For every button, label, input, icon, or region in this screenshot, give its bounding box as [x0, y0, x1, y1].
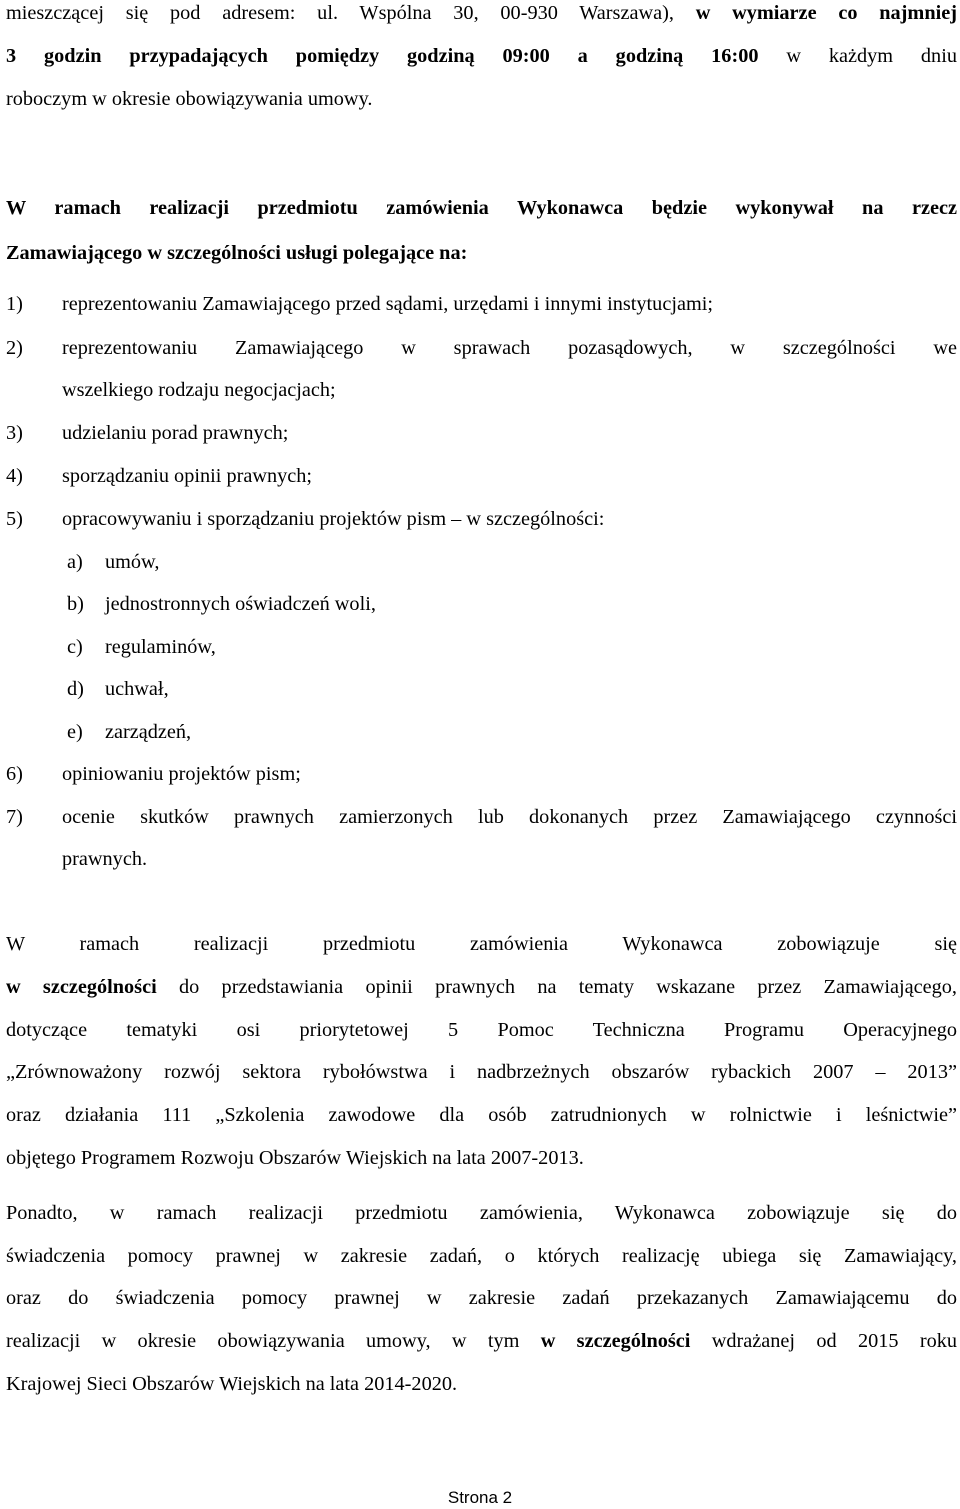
sub-list-item-letter: e): [67, 721, 83, 743]
paragraph-2-line-3: dotyczące tematyki osi priorytetowej 5 Pomoc Techniczna Programu Operacyjnego: [6, 1019, 957, 1041]
list-item-number: 3): [6, 422, 23, 444]
sub-list-item-text: regulaminów,: [105, 636, 216, 658]
list-item-text: ocenie skutków prawnych zamierzonych lub dokonanych przez Zamawiającego czynności: [62, 806, 957, 828]
intro-line-2: [6, 43, 957, 69]
list-item: [6, 804, 957, 830]
paragraph-2-line-2: [6, 974, 957, 1000]
list-item: [6, 761, 957, 787]
list-item-text: sporządzaniu opinii prawnych;: [62, 465, 313, 487]
paragraph-3-line-4: [6, 1328, 957, 1354]
list-item-text: wszelkiego rodzaju negocjacjach;: [62, 379, 336, 401]
paragraph-2-line-4: „Zrównoważony rozwój sektora rybołówstwa i nadbrzeżnych obszarów rybackich 2007 – 2013”: [6, 1061, 957, 1083]
list-item: [6, 420, 957, 446]
intro-bold-text: w wymiarze co najmniej: [695, 2, 957, 24]
sub-list-item: [6, 634, 957, 660]
scope-line-1: W ramach realizacji przedmiotu zamówienia Wykonawca będzie wykonywał na rzecz: [6, 197, 957, 219]
scope-line-2: Zamawiającego w szczególności usługi polegające na:: [6, 242, 468, 264]
sub-list-item-text: uchwał,: [105, 678, 169, 700]
sub-list-item-letter: b): [67, 593, 84, 615]
sub-list-item: [6, 591, 957, 617]
paragraph-3-line-3: oraz do świadczenia pomocy prawnej w zakresie zadań przekazanych Zamawiającemu do: [6, 1287, 957, 1309]
sub-list-item: [6, 549, 957, 575]
list-item: [6, 463, 957, 489]
list-item-text: prawnych.: [62, 848, 148, 870]
list-item-continuation: [6, 846, 957, 872]
bold-text: w szczególności: [540, 1330, 691, 1352]
list-item-number: 5): [6, 508, 23, 530]
paragraph-2-line-5: oraz działania 111 „Szkolenia zawodowe dla osób zatrudnionych w rolnictwie i leśnictwie”: [6, 1104, 957, 1126]
sub-list-item-text: umów,: [105, 551, 160, 573]
paragraph-text: wdrażanej od 2015 roku: [690, 1330, 957, 1352]
sub-list-item-letter: c): [67, 636, 83, 658]
sub-list-item-letter: a): [67, 551, 83, 573]
sub-list-item-letter: d): [67, 678, 84, 700]
page-number-footer: Strona 2: [447, 1488, 513, 1507]
sub-list-item-text: zarządzeń,: [105, 721, 192, 743]
sub-list-item-text: jednostronnych oświadczeń woli,: [105, 593, 376, 615]
intro-text: mieszczącej się pod adresem: ul. Wspólna 30, 00-930 Warszawa),: [6, 2, 696, 24]
list-item-number: 7): [6, 806, 23, 828]
list-item: [6, 291, 957, 317]
list-item-text: reprezentowaniu Zamawiającego przed sądami, urzędami i innymi instytucjami;: [62, 293, 714, 315]
intro-line-3: roboczym w okresie obowiązywania umowy.: [6, 88, 373, 110]
paragraph-3-line-1: Ponadto, w ramach realizacji przedmiotu zamówienia, Wykonawca zobowiązuje się do: [6, 1202, 957, 1224]
list-item-text: opracowywaniu i sporządzaniu projektów pism – w szczególności:: [62, 508, 605, 530]
sub-list-item: [6, 719, 957, 745]
list-item-number: 2): [6, 337, 23, 359]
list-item-text: opiniowaniu projektów pism;: [62, 763, 301, 785]
list-item-number: 4): [6, 465, 23, 487]
paragraph-text: do przedstawiania opinii prawnych na tematy wskazane przez Zamawiającego,: [156, 976, 957, 998]
intro-text: w każdym dniu: [758, 45, 957, 67]
paragraph-2-line-6: objętego Programem Rozwoju Obszarów Wiejskich na lata 2007-2013.: [6, 1147, 584, 1169]
list-item: [6, 506, 957, 532]
intro-bold-text: 3 godzin przypadających pomiędzy godziną 09:00 a godziną 16:00: [6, 45, 759, 67]
paragraph-3-line-5: Krajowej Sieci Obszarów Wiejskich na lata 2014-2020.: [6, 1373, 458, 1395]
list-item-continuation: [6, 377, 957, 403]
list-item-text: udzielaniu porad prawnych;: [62, 422, 289, 444]
paragraph-2-line-1: W ramach realizacji przedmiotu zamówienia Wykonawca zobowiązuje się: [6, 933, 957, 955]
bold-text: w szczególności: [6, 976, 157, 998]
list-item-text: reprezentowaniu Zamawiającego w sprawach pozasądowych, w szczególności we: [62, 337, 957, 359]
sub-list-item: [6, 676, 957, 702]
list-item-number: 6): [6, 763, 23, 785]
intro-line-1: [6, 0, 957, 26]
list-item: [6, 335, 957, 361]
paragraph-3-line-2: świadczenia pomocy prawnej w zakresie zadań, o których realizację ubiega się Zamawiający,: [6, 1245, 957, 1267]
paragraph-text: realizacji w okresie obowiązywania umowy, w tym: [6, 1330, 541, 1352]
list-item-number: 1): [6, 293, 23, 315]
